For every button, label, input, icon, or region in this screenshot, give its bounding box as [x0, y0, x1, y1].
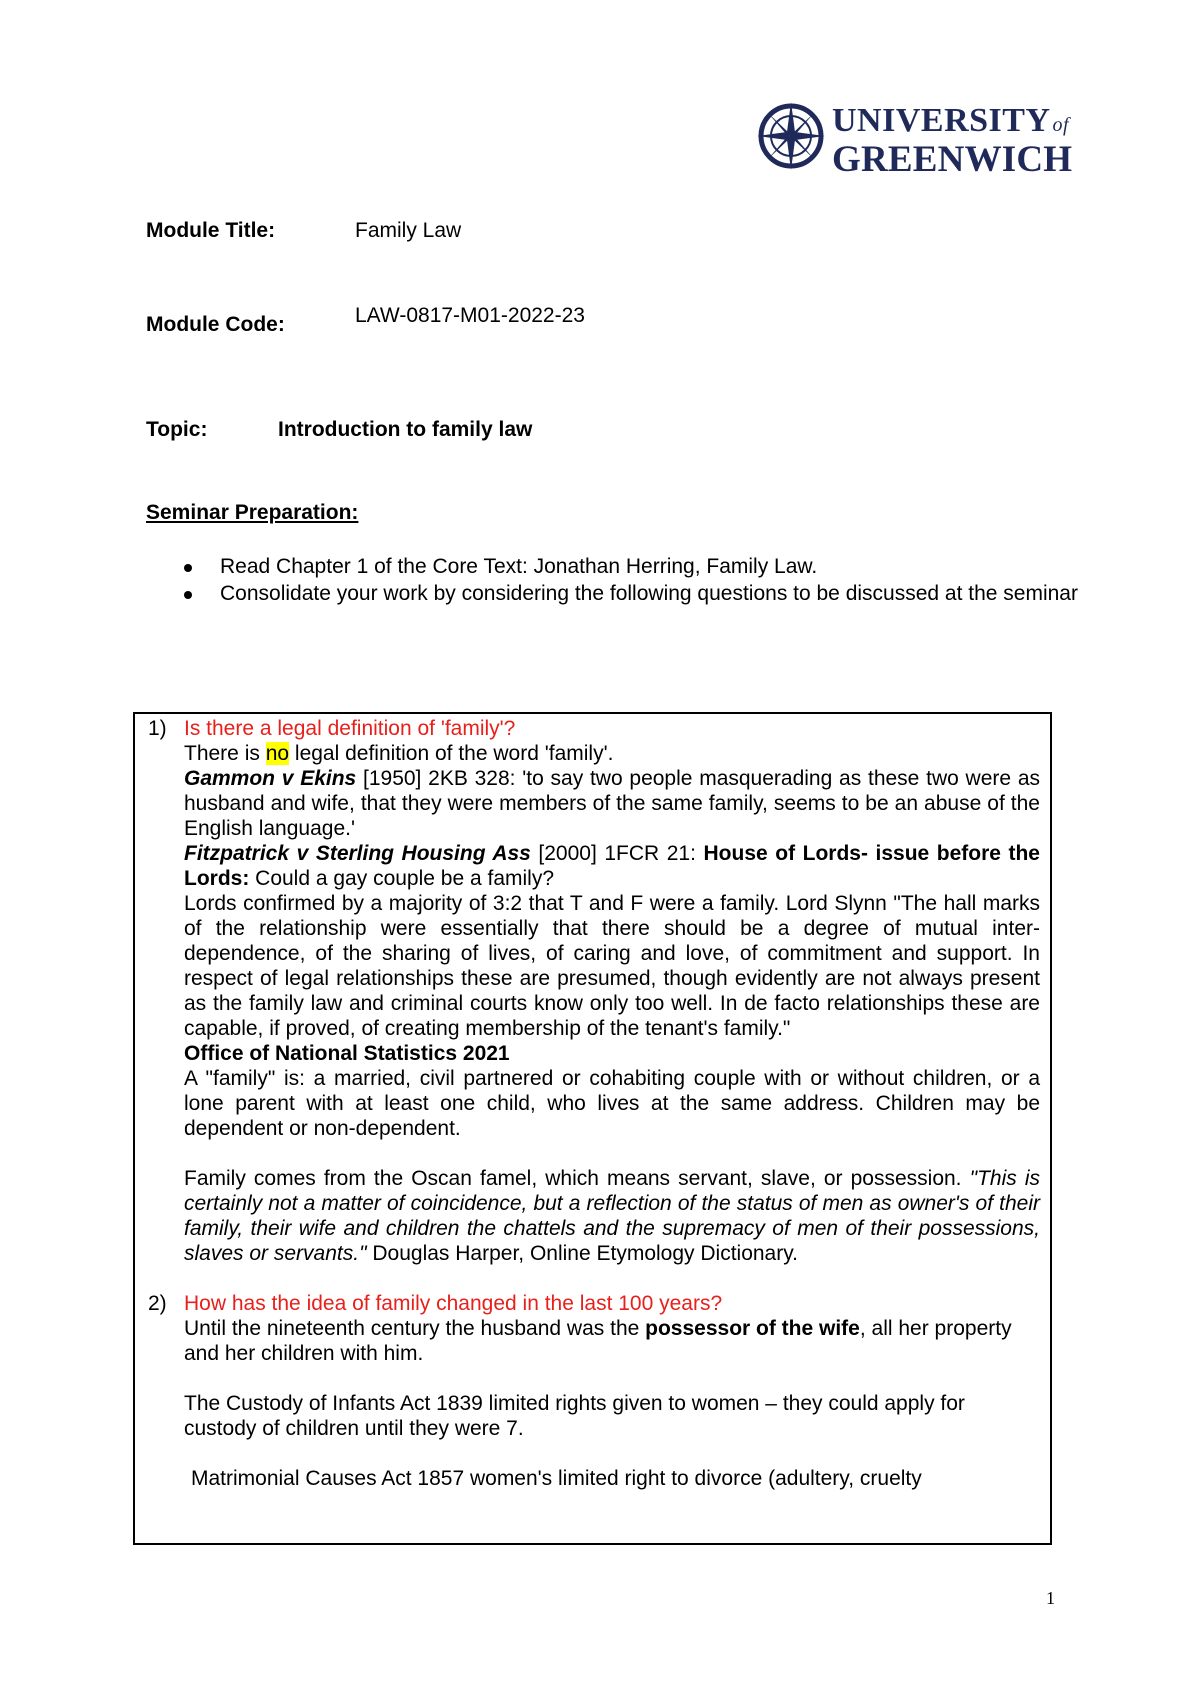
question-2-block: [145, 1291, 1040, 1491]
bullet-text: Consolidate your work by considering the following questions to be discussed at the seminar: [220, 582, 1078, 605]
university-logo: [756, 98, 1073, 180]
question-2-number: 2): [148, 1292, 167, 1315]
answer-text: There is: [184, 742, 266, 765]
compass-rose-icon: [756, 98, 826, 174]
case-name: Gammon v Ekins: [184, 767, 357, 790]
seminar-heading: Seminar Preparation:: [146, 501, 359, 524]
etymology-text: Family comes from the Oscan famel, which means servant, slave, or possession.: [184, 1167, 970, 1190]
bullet-text: Read Chapter 1 of the Core Text: Jonathan Herring, Family Law.: [220, 555, 818, 578]
case-text: [1950] 2KB 328: 'to say two people masquerading as these two were as husband and wife, that they were members of the same family, seems to be an abuse of the English language.': [184, 767, 1041, 840]
questions-content: [145, 716, 1040, 1491]
lords-paragraph: Lords confirmed by a majority of 3:2 that T and F were a family. Lord Slynn "The hall marks of the relationship were essentially that there should be a degree of mutual inter-dependence, of the sharing of lives, of caring and love, of commitment and support. In respect of legal relationships these are presumed, though evidently are not always present as the family law and criminal courts know only too well. In de facto relationships these are capable, if proved, of creating membership of the tenant's family.": [184, 892, 1040, 1040]
module-code-label: Module Code:: [146, 313, 285, 336]
page-number: 1: [1046, 1588, 1055, 1608]
module-title-value: Family Law: [355, 219, 462, 242]
list-item: [180, 580, 1080, 607]
bullet-icon: [184, 591, 192, 599]
case-citation: [2000] 1FCR 21:: [530, 842, 704, 865]
paragraph-text: , all her property and her children with him.: [184, 1317, 1012, 1365]
etymology-quote: "This is certainly not a matter of coincidence, but a reflection of the status of men as owner's of their family, their wife and children the chattels and the supremacy of men of their possessions, slaves or servants.": [184, 1167, 1040, 1265]
paragraph-emphasis: possessor of the wife: [645, 1317, 860, 1340]
module-code-value: LAW-0817-M01-2022-23: [355, 304, 585, 327]
question-2-paragraph-1: [184, 1316, 1040, 1366]
bullet-icon: [184, 564, 192, 572]
question-2-paragraph-3: Matrimonial Causes Act 1857 women's limited right to divorce (adultery, cruelty: [191, 1467, 922, 1490]
question-1-block: [145, 716, 1040, 1266]
question-1-text: Is there a legal definition of 'family'?: [184, 717, 516, 740]
questions-box: [133, 712, 1052, 1545]
paragraph-text: Until the nineteenth century the husband was the: [184, 1317, 646, 1340]
case-text: Could a gay couple be a family?: [249, 867, 555, 890]
question-1-answer: [184, 741, 1040, 766]
logo-line-greenwich: GREENWICH: [832, 139, 1073, 180]
answer-text: legal definition of the word 'family'.: [289, 742, 614, 765]
ons-paragraph: A "family" is: a married, civil partnered or cohabiting couple with or without children, or a lone parent with at least one child, who lives at the same address. Children may be dependent or non-dependent.: [184, 1067, 1040, 1140]
question-1-number: 1): [148, 717, 167, 740]
seminar-bullet-list: [180, 553, 1080, 607]
list-item: [180, 553, 1080, 580]
case-issue: House of Lords- issue before the Lords:: [184, 842, 1040, 890]
logo-of: of: [1052, 114, 1070, 136]
case-gammon: [184, 766, 1040, 841]
topic-label: Topic:: [146, 418, 208, 441]
case-name: Fitzpatrick v Sterling Housing Ass: [184, 842, 531, 865]
question-2-text: How has the idea of family changed in the last 100 years?: [184, 1292, 723, 1315]
etymology-source: Douglas Harper, Online Etymology Dictionary.: [366, 1242, 798, 1265]
etymology-paragraph: [184, 1166, 1040, 1266]
highlighted-word: no: [265, 742, 290, 765]
logo-wordmark: [832, 104, 1072, 178]
case-fitzpatrick: [184, 841, 1040, 891]
question-2-paragraph-2: The Custody of Infants Act 1839 limited rights given to women – they could apply for custody of children until they were 7.: [184, 1392, 965, 1440]
ons-heading: Office of National Statistics 2021: [184, 1042, 510, 1065]
module-title-label: Module Title:: [146, 219, 276, 242]
topic-value: Introduction to family law: [278, 418, 533, 441]
logo-line-university: UNIVERSITY: [832, 102, 1051, 139]
